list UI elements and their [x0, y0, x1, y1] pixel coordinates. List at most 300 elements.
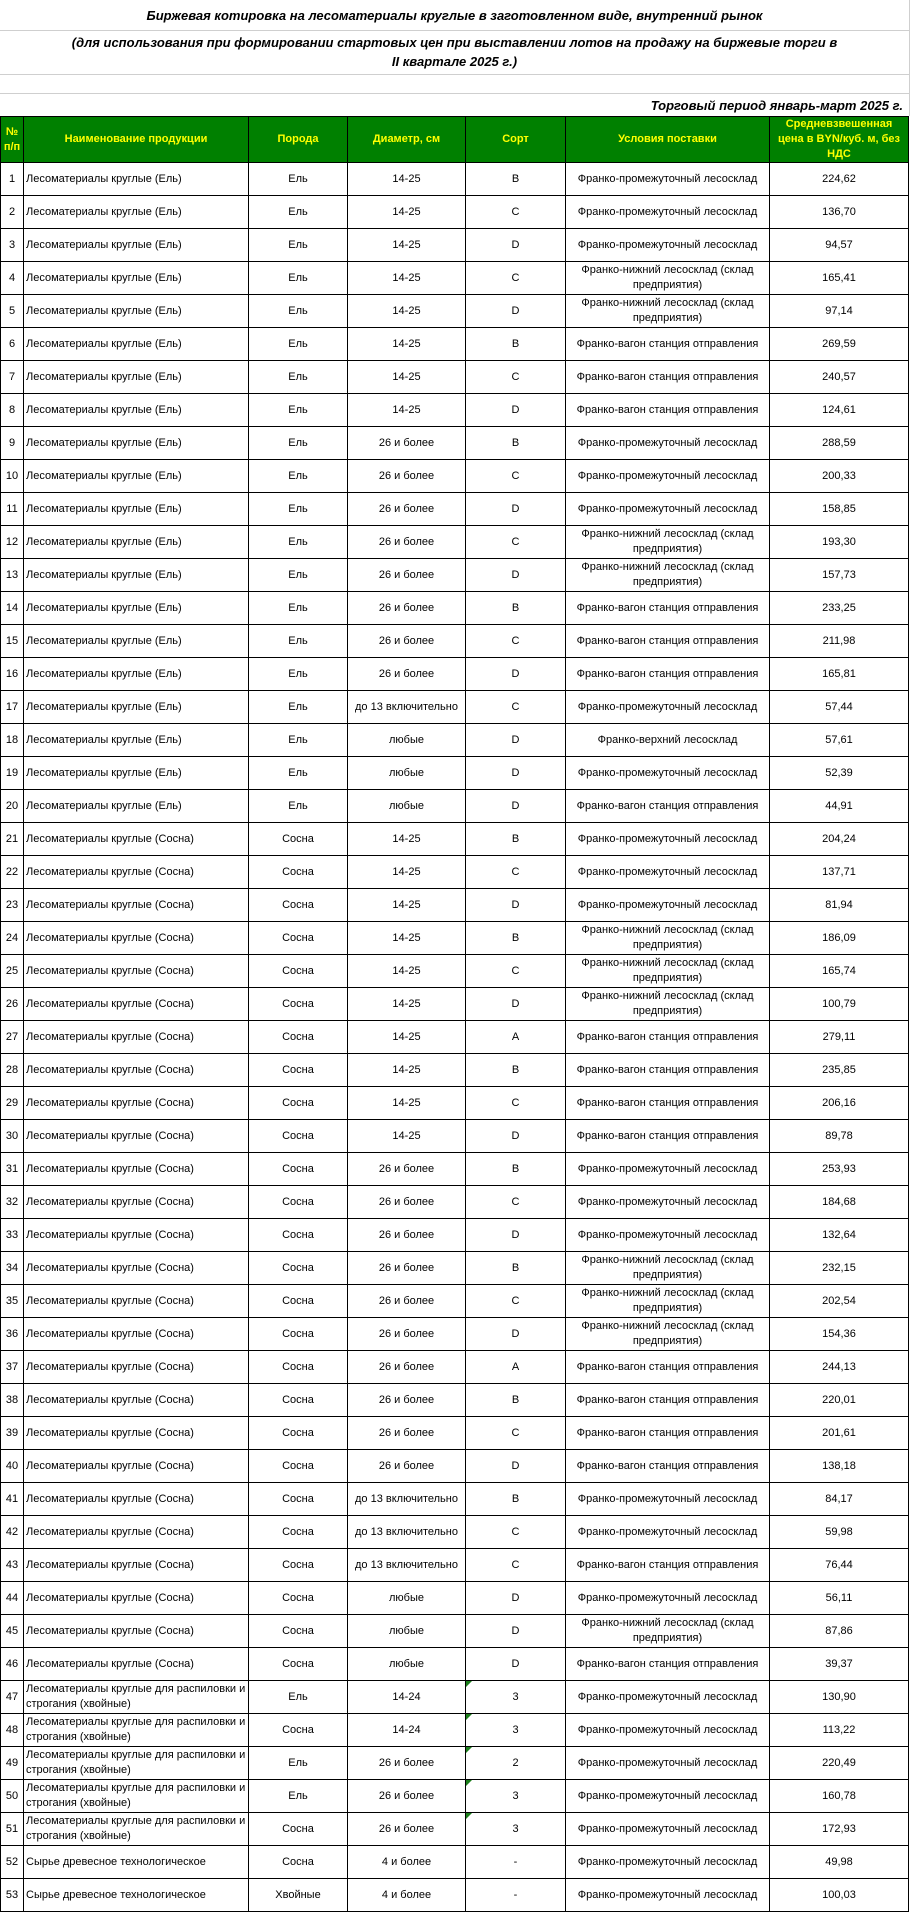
cell-species: Ель [249, 724, 348, 757]
table-row [1, 1615, 909, 1648]
cell-delivery: Франко-нижний лесосклад (склад предприятия) [566, 262, 770, 295]
table-row [1, 625, 909, 658]
cell-species: Ель [249, 229, 348, 262]
cell-number: 51 [1, 1813, 24, 1846]
cell-number: 50 [1, 1780, 24, 1813]
cell-grade: D [466, 493, 566, 526]
cell-delivery: Франко-вагон станция отправления [566, 394, 770, 427]
table-row [1, 592, 909, 625]
table-row [1, 1120, 909, 1153]
cell-product: Лесоматериалы круглые (Сосна) [24, 1219, 249, 1252]
cell-product: Лесоматериалы круглые (Сосна) [24, 1186, 249, 1219]
cell-price: 137,71 [770, 856, 909, 889]
cell-number: 3 [1, 229, 24, 262]
cell-grade: A [466, 1351, 566, 1384]
cell-species: Ель [249, 790, 348, 823]
cell-diameter: до 13 включительно [348, 691, 466, 724]
cell-species: Ель [249, 295, 348, 328]
table-row [1, 1252, 909, 1285]
cell-diameter: любые [348, 724, 466, 757]
cell-diameter: 14-25 [348, 196, 466, 229]
table-row [1, 922, 909, 955]
cell-diameter: 26 и более [348, 1450, 466, 1483]
col-header-species: Порода [249, 117, 348, 163]
cell-species: Ель [249, 592, 348, 625]
cell-species: Ель [249, 328, 348, 361]
table-row [1, 1714, 909, 1747]
cell-species: Сосна [249, 955, 348, 988]
cell-price: 235,85 [770, 1054, 909, 1087]
cell-delivery: Франко-нижний лесосклад (склад предприятия) [566, 1318, 770, 1351]
table-row [1, 460, 909, 493]
cell-price: 100,79 [770, 988, 909, 1021]
cell-grade: - [466, 1879, 566, 1912]
cell-diameter: 4 и более [348, 1846, 466, 1879]
cell-grade: C [466, 955, 566, 988]
cell-delivery: Франко-нижний лесосклад (склад предприятия) [566, 1285, 770, 1318]
cell-number: 13 [1, 559, 24, 592]
cell-diameter: 26 и более [348, 559, 466, 592]
cell-number: 49 [1, 1747, 24, 1780]
cell-species: Ель [249, 493, 348, 526]
cell-grade: C [466, 625, 566, 658]
table-row [1, 757, 909, 790]
cell-grade: D [466, 1120, 566, 1153]
subtitle-line-2: II квартале 2025 г.) [391, 54, 518, 69]
cell-species: Сосна [249, 1417, 348, 1450]
table-row [1, 1648, 909, 1681]
cell-price: 49,98 [770, 1846, 909, 1879]
cell-diameter: 14-25 [348, 1087, 466, 1120]
cell-species: Ель [249, 460, 348, 493]
cell-number: 42 [1, 1516, 24, 1549]
cell-number: 12 [1, 526, 24, 559]
cell-diameter: 26 и более [348, 427, 466, 460]
cell-delivery: Франко-верхний лесосклад [566, 724, 770, 757]
table-row [1, 1153, 909, 1186]
cell-delivery: Франко-вагон станция отправления [566, 1417, 770, 1450]
cell-grade: C [466, 196, 566, 229]
cell-species: Ель [249, 559, 348, 592]
cell-price: 113,22 [770, 1714, 909, 1747]
cell-delivery: Франко-промежуточный лесосклад [566, 1153, 770, 1186]
cell-price: 233,25 [770, 592, 909, 625]
cell-product: Лесоматериалы круглые для распиловки и строгания (хвойные) [24, 1747, 249, 1780]
cell-product: Лесоматериалы круглые (Ель) [24, 658, 249, 691]
cell-delivery: Франко-промежуточный лесосклад [566, 1813, 770, 1846]
table-row [1, 1450, 909, 1483]
cell-price: 124,61 [770, 394, 909, 427]
cell-species: Сосна [249, 1549, 348, 1582]
cell-diameter: любые [348, 1582, 466, 1615]
document-title: Биржевая котировка на лесоматериалы круглые в заготовленном виде, внутренний рынок [0, 0, 910, 31]
cell-delivery: Франко-нижний лесосклад (склад предприятия) [566, 955, 770, 988]
cell-grade: B [466, 1153, 566, 1186]
cell-number: 46 [1, 1648, 24, 1681]
cell-product: Лесоматериалы круглые (Сосна) [24, 1384, 249, 1417]
cell-species: Сосна [249, 1021, 348, 1054]
cell-diameter: 26 и более [348, 658, 466, 691]
document-subtitle [0, 31, 910, 75]
cell-delivery: Франко-вагон станция отправления [566, 1120, 770, 1153]
cell-price: 136,70 [770, 196, 909, 229]
cell-grade: D [466, 1615, 566, 1648]
cell-product: Лесоматериалы круглые (Ель) [24, 592, 249, 625]
cell-number: 15 [1, 625, 24, 658]
cell-price: 193,30 [770, 526, 909, 559]
cell-diameter: 26 и более [348, 1780, 466, 1813]
cell-price: 269,59 [770, 328, 909, 361]
cell-price: 154,36 [770, 1318, 909, 1351]
cell-price: 206,16 [770, 1087, 909, 1120]
cell-number: 37 [1, 1351, 24, 1384]
table-row [1, 889, 909, 922]
table-row [1, 262, 909, 295]
table-row [1, 1780, 909, 1813]
cell-grade: 2 [466, 1747, 566, 1780]
cell-grade: C [466, 1516, 566, 1549]
table-row [1, 163, 909, 196]
cell-product: Лесоматериалы круглые (Сосна) [24, 1021, 249, 1054]
cell-species: Ель [249, 625, 348, 658]
cell-product: Лесоматериалы круглые (Сосна) [24, 1120, 249, 1153]
cell-product: Лесоматериалы круглые (Ель) [24, 790, 249, 823]
cell-price: 94,57 [770, 229, 909, 262]
cell-delivery: Франко-вагон станция отправления [566, 658, 770, 691]
cell-number: 8 [1, 394, 24, 427]
cell-grade: B [466, 1384, 566, 1417]
cell-number: 45 [1, 1615, 24, 1648]
cell-grade: A [466, 1021, 566, 1054]
cell-product: Лесоматериалы круглые (Ель) [24, 691, 249, 724]
cell-number: 35 [1, 1285, 24, 1318]
cell-product: Лесоматериалы круглые (Сосна) [24, 1516, 249, 1549]
cell-product: Лесоматериалы круглые (Сосна) [24, 1648, 249, 1681]
cell-species: Сосна [249, 856, 348, 889]
cell-species: Сосна [249, 1153, 348, 1186]
cell-grade: D [466, 1582, 566, 1615]
col-header-number: № п/п [1, 117, 24, 163]
cell-delivery: Франко-промежуточный лесосклад [566, 460, 770, 493]
cell-diameter: 14-25 [348, 889, 466, 922]
cell-price: 59,98 [770, 1516, 909, 1549]
cell-number: 24 [1, 922, 24, 955]
cell-delivery: Франко-промежуточный лесосклад [566, 1219, 770, 1252]
cell-number: 1 [1, 163, 24, 196]
cell-grade: B [466, 823, 566, 856]
cell-grade: D [466, 394, 566, 427]
cell-price: 200,33 [770, 460, 909, 493]
cell-delivery: Франко-вагон станция отправления [566, 592, 770, 625]
cell-number: 27 [1, 1021, 24, 1054]
cell-grade: C [466, 1417, 566, 1450]
table-row [1, 196, 909, 229]
table-row [1, 229, 909, 262]
cell-delivery: Франко-вагон станция отправления [566, 328, 770, 361]
table-row [1, 1417, 909, 1450]
cell-product: Сырье древесное технологическое [24, 1846, 249, 1879]
cell-diameter: 14-25 [348, 955, 466, 988]
cell-species: Сосна [249, 1516, 348, 1549]
cell-grade: D [466, 757, 566, 790]
cell-grade: D [466, 1219, 566, 1252]
cell-price: 130,90 [770, 1681, 909, 1714]
cell-grade: C [466, 460, 566, 493]
cell-grade: B [466, 427, 566, 460]
cell-delivery: Франко-промежуточный лесосклад [566, 1780, 770, 1813]
col-header-product: Наименование продукции [24, 117, 249, 163]
cell-grade: - [466, 1846, 566, 1879]
cell-product: Лесоматериалы круглые (Ель) [24, 724, 249, 757]
cell-product: Лесоматериалы круглые (Сосна) [24, 1549, 249, 1582]
table-row [1, 1747, 909, 1780]
table-row [1, 427, 909, 460]
cell-grade: 3 [466, 1714, 566, 1747]
table-row [1, 1285, 909, 1318]
cell-price: 165,74 [770, 955, 909, 988]
cell-delivery: Франко-вагон станция отправления [566, 1450, 770, 1483]
cell-number: 16 [1, 658, 24, 691]
cell-number: 26 [1, 988, 24, 1021]
cell-species: Сосна [249, 1846, 348, 1879]
cell-grade: D [466, 229, 566, 262]
cell-number: 4 [1, 262, 24, 295]
table-row [1, 1483, 909, 1516]
cell-number: 10 [1, 460, 24, 493]
cell-product: Лесоматериалы круглые (Ель) [24, 526, 249, 559]
cell-grade: C [466, 1186, 566, 1219]
cell-delivery: Франко-промежуточный лесосклад [566, 229, 770, 262]
cell-species: Сосна [249, 922, 348, 955]
table-row [1, 1351, 909, 1384]
cell-delivery: Франко-промежуточный лесосклад [566, 1681, 770, 1714]
cell-diameter: 26 и более [348, 460, 466, 493]
cell-price: 52,39 [770, 757, 909, 790]
cell-species: Сосна [249, 1252, 348, 1285]
cell-price: 57,44 [770, 691, 909, 724]
cell-price: 240,57 [770, 361, 909, 394]
cell-grade: B [466, 922, 566, 955]
cell-diameter: 14-24 [348, 1714, 466, 1747]
col-header-delivery: Условия поставки [566, 117, 770, 163]
col-header-grade: Сорт [466, 117, 566, 163]
cell-product: Лесоматериалы круглые (Ель) [24, 196, 249, 229]
table-row [1, 1384, 909, 1417]
cell-diameter: 14-25 [348, 262, 466, 295]
cell-product: Лесоматериалы круглые (Сосна) [24, 1615, 249, 1648]
cell-diameter: 14-25 [348, 1021, 466, 1054]
cell-species: Сосна [249, 1450, 348, 1483]
cell-diameter: 26 и более [348, 1813, 466, 1846]
cell-number: 33 [1, 1219, 24, 1252]
cell-species: Сосна [249, 988, 348, 1021]
cell-grade: B [466, 163, 566, 196]
cell-delivery: Франко-вагон станция отправления [566, 1648, 770, 1681]
cell-number: 39 [1, 1417, 24, 1450]
cell-diameter: 14-25 [348, 394, 466, 427]
cell-product: Лесоматериалы круглые (Сосна) [24, 922, 249, 955]
cell-number: 21 [1, 823, 24, 856]
table-row [1, 394, 909, 427]
cell-delivery: Франко-вагон станция отправления [566, 1087, 770, 1120]
cell-number: 38 [1, 1384, 24, 1417]
cell-grade: D [466, 658, 566, 691]
cell-species: Сосна [249, 1648, 348, 1681]
cell-grade: B [466, 592, 566, 625]
table-row [1, 361, 909, 394]
blank-row [0, 75, 910, 94]
cell-product: Лесоматериалы круглые для распиловки и строгания (хвойные) [24, 1681, 249, 1714]
cell-price: 211,98 [770, 625, 909, 658]
cell-price: 165,81 [770, 658, 909, 691]
cell-diameter: 26 и более [348, 493, 466, 526]
cell-delivery: Франко-промежуточный лесосклад [566, 1516, 770, 1549]
cell-diameter: любые [348, 757, 466, 790]
cell-diameter: 14-25 [348, 1054, 466, 1087]
cell-product: Лесоматериалы круглые (Сосна) [24, 1582, 249, 1615]
cell-price: 288,59 [770, 427, 909, 460]
cell-diameter: до 13 включительно [348, 1483, 466, 1516]
cell-product: Лесоматериалы круглые (Ель) [24, 163, 249, 196]
cell-price: 57,61 [770, 724, 909, 757]
cell-number: 43 [1, 1549, 24, 1582]
cell-product: Лесоматериалы круглые (Ель) [24, 625, 249, 658]
cell-product: Лесоматериалы круглые для распиловки и строгания (хвойные) [24, 1714, 249, 1747]
cell-species: Ель [249, 163, 348, 196]
cell-number: 31 [1, 1153, 24, 1186]
cell-grade: C [466, 361, 566, 394]
cell-grade: C [466, 526, 566, 559]
table-row [1, 1318, 909, 1351]
cell-number: 44 [1, 1582, 24, 1615]
cell-grade: C [466, 1087, 566, 1120]
cell-price: 279,11 [770, 1021, 909, 1054]
cell-number: 9 [1, 427, 24, 460]
cell-species: Ель [249, 196, 348, 229]
cell-grade: D [466, 559, 566, 592]
cell-price: 253,93 [770, 1153, 909, 1186]
cell-number: 34 [1, 1252, 24, 1285]
cell-species: Ель [249, 691, 348, 724]
cell-number: 52 [1, 1846, 24, 1879]
cell-price: 89,78 [770, 1120, 909, 1153]
cell-species: Сосна [249, 1582, 348, 1615]
cell-price: 172,93 [770, 1813, 909, 1846]
cell-species: Сосна [249, 1384, 348, 1417]
cell-species: Сосна [249, 1285, 348, 1318]
cell-number: 53 [1, 1879, 24, 1912]
cell-price: 186,09 [770, 922, 909, 955]
cell-delivery: Франко-вагон станция отправления [566, 1021, 770, 1054]
cell-grade: B [466, 1054, 566, 1087]
cell-price: 138,18 [770, 1450, 909, 1483]
cell-diameter: 26 и более [348, 1384, 466, 1417]
cell-delivery: Франко-нижний лесосклад (склад предприятия) [566, 922, 770, 955]
cell-price: 97,14 [770, 295, 909, 328]
cell-price: 84,17 [770, 1483, 909, 1516]
cell-price: 204,24 [770, 823, 909, 856]
cell-product: Лесоматериалы круглые (Ель) [24, 757, 249, 790]
cell-product: Лесоматериалы круглые (Ель) [24, 493, 249, 526]
table-body [1, 163, 909, 1912]
cell-price: 39,37 [770, 1648, 909, 1681]
cell-grade: B [466, 1483, 566, 1516]
cell-grade: D [466, 295, 566, 328]
cell-price: 224,62 [770, 163, 909, 196]
cell-species: Ель [249, 1747, 348, 1780]
cell-delivery: Франко-вагон станция отправления [566, 1549, 770, 1582]
cell-delivery: Франко-промежуточный лесосклад [566, 493, 770, 526]
cell-number: 41 [1, 1483, 24, 1516]
cell-grade: 3 [466, 1780, 566, 1813]
cell-number: 20 [1, 790, 24, 823]
cell-diameter: 14-25 [348, 295, 466, 328]
cell-number: 22 [1, 856, 24, 889]
cell-price: 201,61 [770, 1417, 909, 1450]
cell-product: Лесоматериалы круглые (Ель) [24, 295, 249, 328]
cell-product: Лесоматериалы круглые (Сосна) [24, 955, 249, 988]
cell-number: 47 [1, 1681, 24, 1714]
cell-price: 56,11 [770, 1582, 909, 1615]
cell-number: 5 [1, 295, 24, 328]
cell-product: Лесоматериалы круглые (Ель) [24, 262, 249, 295]
cell-number: 11 [1, 493, 24, 526]
table-row [1, 1516, 909, 1549]
cell-price: 100,03 [770, 1879, 909, 1912]
table-row [1, 1087, 909, 1120]
cell-price: 232,15 [770, 1252, 909, 1285]
cell-delivery: Франко-нижний лесосклад (склад предприятия) [566, 295, 770, 328]
cell-species: Сосна [249, 1813, 348, 1846]
cell-product: Лесоматериалы круглые (Сосна) [24, 1252, 249, 1285]
cell-price: 157,73 [770, 559, 909, 592]
cell-product: Лесоматериалы круглые (Сосна) [24, 1450, 249, 1483]
cell-diameter: любые [348, 1615, 466, 1648]
cell-product: Лесоматериалы круглые для распиловки и строгания (хвойные) [24, 1780, 249, 1813]
cell-delivery: Франко-вагон станция отправления [566, 1054, 770, 1087]
table-row [1, 1054, 909, 1087]
cell-number: 30 [1, 1120, 24, 1153]
cell-delivery: Франко-промежуточный лесосклад [566, 1186, 770, 1219]
cell-grade: B [466, 1252, 566, 1285]
cell-number: 29 [1, 1087, 24, 1120]
cell-diameter: 14-25 [348, 229, 466, 262]
cell-number: 48 [1, 1714, 24, 1747]
table-row [1, 493, 909, 526]
cell-diameter: 26 и более [348, 1219, 466, 1252]
cell-product: Лесоматериалы круглые (Ель) [24, 328, 249, 361]
cell-species: Ель [249, 394, 348, 427]
table-row [1, 295, 909, 328]
cell-diameter: 26 и более [348, 1351, 466, 1384]
table-row [1, 988, 909, 1021]
cell-delivery: Франко-нижний лесосклад (склад предприятия) [566, 1252, 770, 1285]
cell-number: 23 [1, 889, 24, 922]
cell-price: 76,44 [770, 1549, 909, 1582]
table-row [1, 1021, 909, 1054]
cell-diameter: 26 и более [348, 1318, 466, 1351]
cell-grade: D [466, 1318, 566, 1351]
cell-diameter: 14-25 [348, 922, 466, 955]
table-row [1, 1813, 909, 1846]
cell-product: Лесоматериалы круглые для распиловки и строгания (хвойные) [24, 1813, 249, 1846]
cell-product: Лесоматериалы круглые (Ель) [24, 361, 249, 394]
table-row [1, 1219, 909, 1252]
cell-diameter: 26 и более [348, 526, 466, 559]
cell-diameter: 26 и более [348, 1252, 466, 1285]
cell-product: Лесоматериалы круглые (Ель) [24, 394, 249, 427]
cell-diameter: до 13 включительно [348, 1549, 466, 1582]
